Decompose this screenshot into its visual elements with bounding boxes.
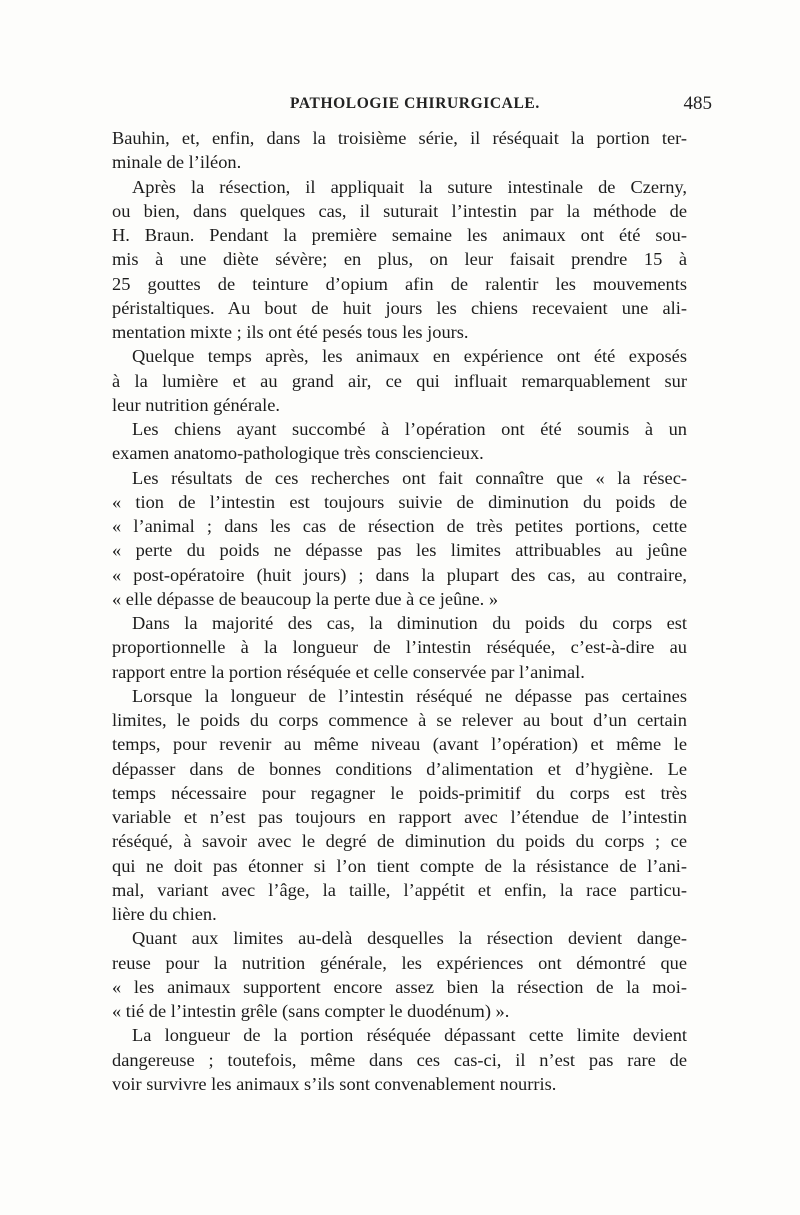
body-text xyxy=(112,126,687,1096)
paragraph xyxy=(112,926,687,1023)
text-line: leur nutrition générale. xyxy=(112,394,281,415)
text-line: minale de l’iléon. xyxy=(112,152,242,173)
text-line: Dans la majorité des cas, la diminution du poids du corps est xyxy=(132,613,687,633)
paragraph xyxy=(112,126,687,175)
text-line: « post-opératoire (huit jours) ; dans la plupart des cas, au contraire, xyxy=(112,564,687,585)
paragraph xyxy=(112,344,687,417)
paragraph xyxy=(112,175,687,345)
text-line: qui ne doit pas étonner si l’on tient compte de la résistance de l’ani- xyxy=(112,855,687,876)
text-line: dépasser dans de bonnes conditions d’alimentation et d’hygiène. Le xyxy=(112,758,687,779)
paragraph xyxy=(112,611,687,684)
text-line: mentation mixte ; ils ont été pesés tous les jours. xyxy=(112,322,469,342)
text-line: Quant aux limites au-delà desquelles la résection devient dange- xyxy=(132,928,687,949)
paragraph xyxy=(112,684,687,927)
text-line: « l’animal ; dans les cas de résection de très petites portions, cette xyxy=(112,516,687,536)
text-line: limites, le poids du corps commence à se relever au bout d’un certain xyxy=(112,710,687,730)
text-line: Les chiens ayant succombé à l’opération ont été soumis à un xyxy=(132,419,687,439)
text-line: H. Braun. Pendant la première semaine les animaux ont été sou- xyxy=(112,225,687,245)
text-line: 25 gouttes de teinture d’opium afin de ralentir les mouvements xyxy=(112,273,687,294)
text-line: péristaltiques. Au bout de huit jours les chiens recevaient une ali- xyxy=(112,297,687,318)
text-line: dangereuse ; toutefois, même dans ces cas-ci, il n’est pas rare de xyxy=(112,1049,687,1070)
text-line: « elle dépasse de beaucoup la perte due à ce jeûne. » xyxy=(112,588,499,609)
text-line: « perte du poids ne dépasse pas les limites attribuables au jeûne xyxy=(112,540,687,561)
text-line: Quelque temps après, les animaux en expérience ont été exposés xyxy=(132,346,687,367)
paragraph xyxy=(112,1023,687,1096)
text-line: ou bien, dans quelques cas, il suturait l’intestin par la méthode de xyxy=(112,200,687,221)
text-line: proportionnelle à la longueur de l’intestin réséquée, c’est-à-dire au xyxy=(112,637,687,658)
text-line: « les animaux supportent encore assez bien la résection de la moi- xyxy=(112,976,687,997)
text-line: réséqué, à savoir avec le degré de diminution du poids du corps ; ce xyxy=(112,831,687,852)
text-line: rapport entre la portion réséquée et celle conservée par l’animal. xyxy=(112,661,585,682)
text-line: mal, variant avec l’âge, la taille, l’appétit et enfin, la race particu- xyxy=(112,879,687,900)
text-line: mis à une diète sévère; en plus, on leur faisait prendre 15 à xyxy=(112,249,687,270)
paragraph xyxy=(112,466,687,612)
text-line: lière du chien. xyxy=(112,904,217,924)
text-line: Bauhin, et, enfin, dans la troisième série, il réséquait la portion ter- xyxy=(112,128,687,148)
text-line: « tié de l’intestin grêle (sans compter le duodénum) ». xyxy=(112,1001,510,1021)
text-line: temps nécessaire pour regagner le poids-primitif du corps est très xyxy=(112,782,687,803)
text-line: Les résultats de ces recherches ont fait connaître que « la résec- xyxy=(132,467,687,488)
text-line: Lorsque la longueur de l’intestin réséqué ne dépasse pas certaines xyxy=(132,685,687,706)
text-line: à la lumière et au grand air, ce qui influait remarquablement sur xyxy=(112,370,687,391)
text-line: examen anatomo-pathologique très consciencieux. xyxy=(112,443,484,464)
text-line: voir survivre les animaux s’ils sont convenablement nourris. xyxy=(112,1073,557,1094)
text-line: temps, pour revenir au même niveau (avant l’opération) et même le xyxy=(112,734,687,755)
text-line: Après la résection, il appliquait la suture intestinale de Czerny, xyxy=(132,176,687,197)
text-line: La longueur de la portion réséquée dépassant cette limite devient xyxy=(132,1025,687,1046)
text-line: reuse pour la nutrition générale, les expériences ont démontré que xyxy=(112,952,687,973)
text-line: « tion de l’intestin est toujours suivie de diminution du poids de xyxy=(112,491,687,512)
paragraph xyxy=(112,417,687,466)
running-head xyxy=(112,95,712,121)
page-number: 485 xyxy=(683,93,712,114)
text-line: variable et n’est pas toujours en rapport avec l’étendue de l’intestin xyxy=(112,807,687,827)
running-title: PATHOLOGIE CHIRURGICALE. xyxy=(290,95,540,112)
